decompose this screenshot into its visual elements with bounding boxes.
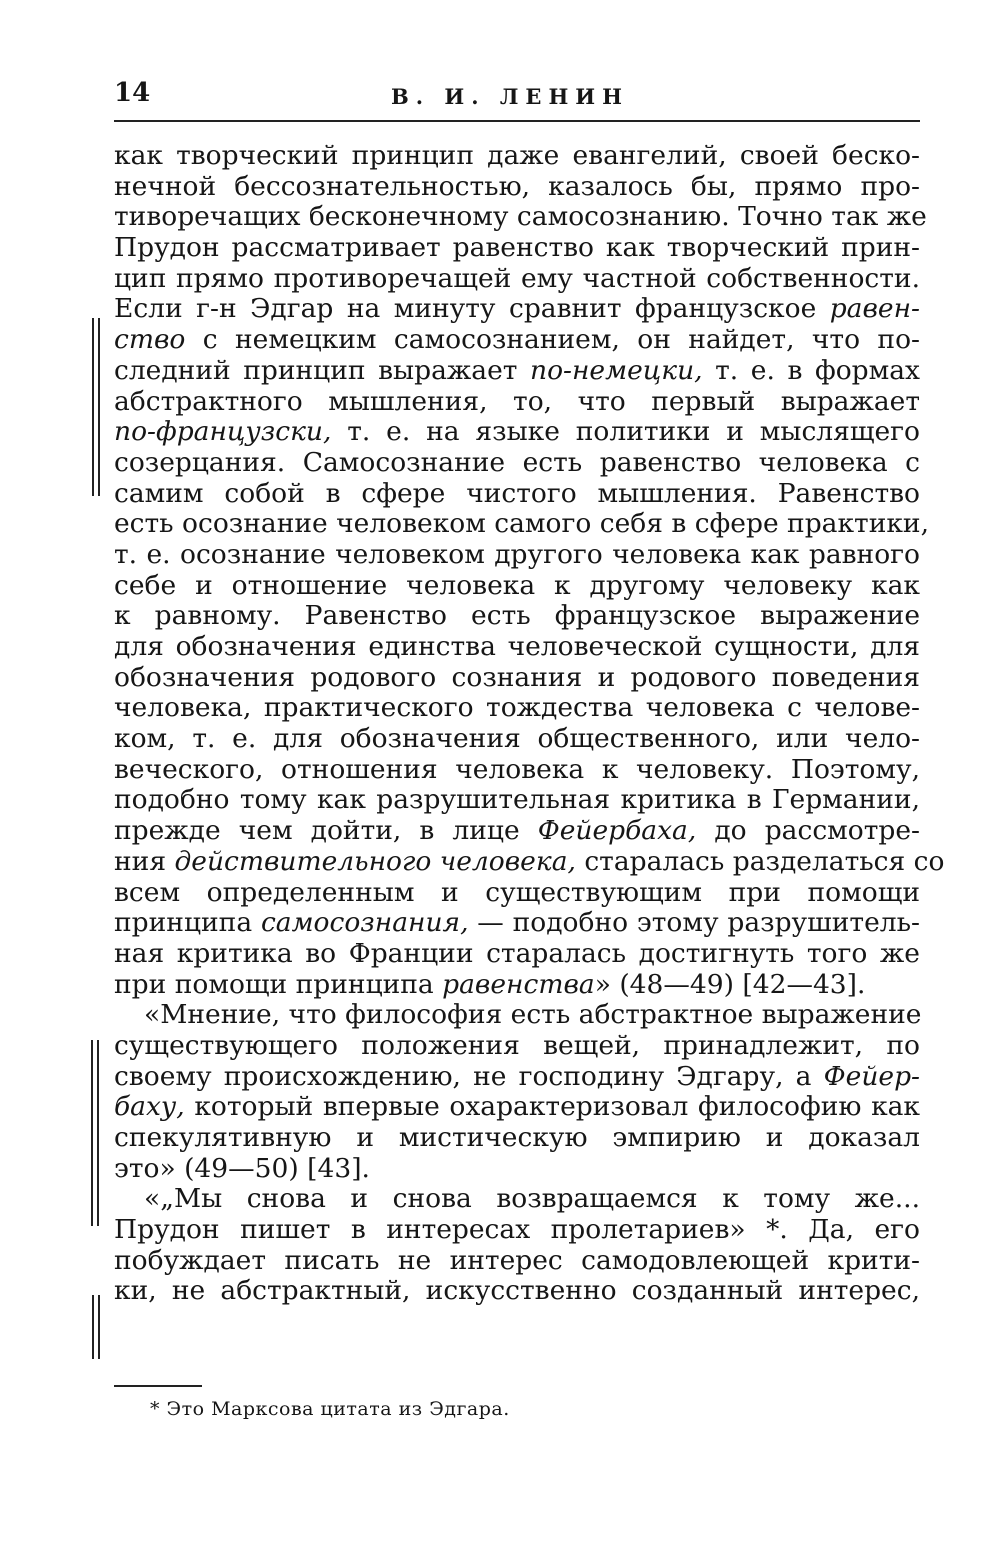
text-line: принципа самосознания, — подобно этому разрушитель-: [114, 907, 920, 939]
text-line: спекулятивную и мистическую эмпирию и доказал: [114, 1122, 920, 1153]
text-line: веческого, отношения человека к человеку. Поэтому,: [114, 753, 920, 785]
margin-mark: [97, 1040, 99, 1226]
text-line: для обозначения единства человеческой сущности, для: [114, 631, 920, 662]
text-line: тиворечащих бесконечному самосознанию. Точно так же: [114, 201, 927, 233]
text-line: следний принцип выражает по-немецки, т. е. в формах: [114, 354, 920, 386]
header-rule: [114, 120, 920, 122]
text-line: баху, который впервые охарактеризовал философию как: [114, 1091, 920, 1123]
text-line: побуждает писать не интерес самодовлеющей крити-: [114, 1244, 920, 1276]
text-line: ная критика во Франции старалась достигнуть того же: [114, 937, 920, 969]
text-line: «„Мы снова и снова возвращаемся к тому же...: [144, 1183, 920, 1215]
margin-mark: [92, 318, 94, 496]
margin-mark: [91, 1040, 93, 1226]
text-line: Если г-н Эдгар на минуту сравнит французское равен-: [114, 293, 920, 325]
running-head: В. И. ЛЕНИН: [391, 84, 629, 109]
page-number: 14: [114, 78, 151, 108]
text-line: есть осознание человеком самого себя в сфере практики,: [114, 508, 930, 540]
footnote-marker: *: [150, 1398, 160, 1420]
text-line: Прудон рассматривает равенство как творческий прин-: [114, 232, 920, 264]
text-line: прежде чем дойти, в лице Фейербаха, до рассмотре-: [114, 815, 920, 847]
text-line: человека, практического тождества человека с челове-: [114, 692, 920, 724]
margin-mark: [98, 1295, 100, 1359]
body-text: [114, 140, 945, 1307]
text-line: себе и отношение человека к другому человеку как: [114, 569, 920, 601]
text-line: по-французски, т. е. на языке политики и мыслящего: [114, 416, 920, 448]
text-line: всем определенным и существующим при помощи: [114, 876, 920, 908]
text-line: цип прямо противоречащей ему частной собственности.: [114, 262, 920, 294]
text-line: ки, не абстрактный, искусственно созданный интерес,: [114, 1275, 920, 1307]
text-line: как творческий принцип даже евангелий, своей беско-: [114, 140, 920, 171]
text-line: созерцания. Самосознание есть равенство человека с: [114, 446, 920, 478]
text-line: ком, т. е. для обозначения общественного, или чело-: [114, 723, 920, 755]
margin-mark: [92, 1295, 94, 1359]
text-line: т. е. осознание человеком другого человека как равного: [114, 538, 920, 570]
footnote-text: Это Марксова цитата из Эдгара.: [166, 1398, 510, 1420]
text-line: существующего положения вещей, принадлежит, по: [114, 1029, 920, 1061]
margin-mark: [98, 318, 100, 496]
footnote-rule: [114, 1385, 202, 1387]
text-line: «Мнение, что философия есть абстрактное выражение: [144, 999, 922, 1031]
text-line: при помощи принципа равенства» (48—49) [42—43].: [114, 968, 866, 1000]
text-line: своему происхождению, не господину Эдгару, а Фейер-: [114, 1060, 920, 1092]
text-line: ния действительного человека, старалась разделаться со: [114, 845, 945, 877]
text-line: ство с немецким самосознанием, он найдет, что по-: [114, 324, 920, 356]
text-line: абстрактного мышления, то, что первый выражает: [114, 385, 920, 417]
text-line: самим собой в сфере чистого мышления. Равенство: [114, 477, 920, 509]
footnote: [150, 1398, 510, 1420]
text-line: обозначения родового сознания и родового поведения: [114, 661, 920, 693]
text-line: к равному. Равенство есть французское выражение: [114, 600, 920, 632]
text-line: Прудон пишет в интересах пролетариев» *. Да, его: [114, 1214, 920, 1246]
text-line: нечной бессознательностью, казалось бы, прямо про-: [114, 170, 920, 202]
text-line: подобно тому как разрушительная критика в Германии,: [114, 784, 920, 816]
text-line: это» (49—50) [43].: [114, 1152, 370, 1184]
